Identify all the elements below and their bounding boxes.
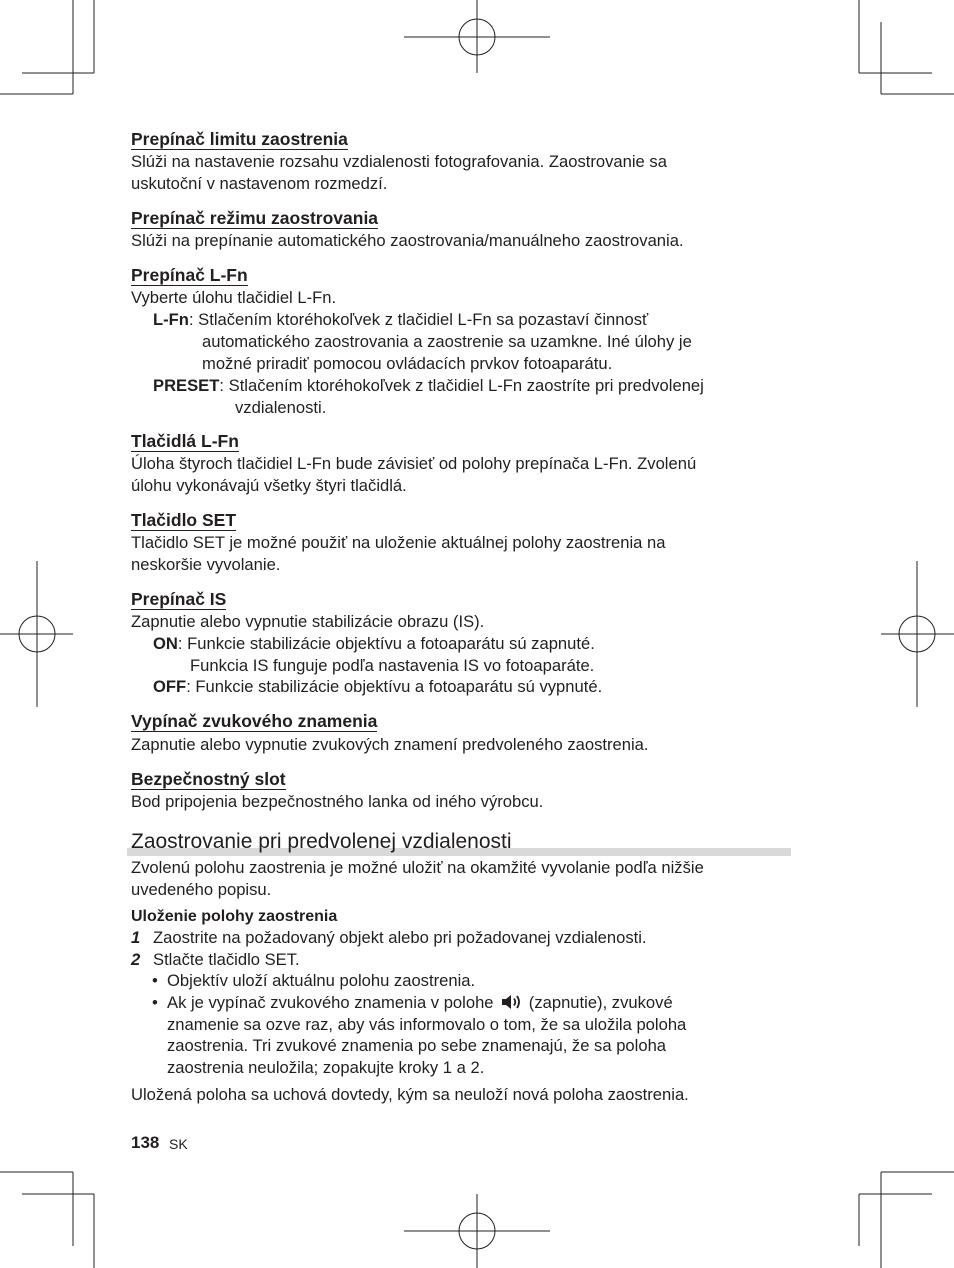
bullet-text: zaostrenia. Tri zvukové znamenia po sebe znamenajú, že sa poloha <box>167 1036 667 1055</box>
paragraph-line: Úloha štyroch tlačidiel L-Fn bude závisieť od polohy prepínača L-Fn. Zvolenú <box>131 454 697 473</box>
definition-text: : Stlačením ktoréhokoľvek z tlačidiel L-Fn sa pozastaví činnosť <box>188 310 649 329</box>
section-title-block <box>127 830 791 856</box>
definition-key: PRESET <box>153 376 220 395</box>
definition-item <box>153 633 595 655</box>
bullet-text: Objektív uloží aktuálnu polohu zaostrenia. <box>167 971 476 990</box>
step-item <box>131 927 140 949</box>
section-title: Zaostrovanie pri predvolenej vzdialenosti <box>131 830 512 853</box>
section-heading: Prepínač režimu zaostrovania <box>131 208 379 228</box>
section-heading: Prepínač L-Fn <box>131 265 248 285</box>
section-heading: Prepínač limitu zaostrenia <box>131 129 348 149</box>
definition-text: : Stlačením ktoréhokoľvek z tlačidiel L-Fn zaostríte pri predvolenej <box>219 376 704 395</box>
paragraph-line: Funkcia IS funguje podľa nastavenia IS vo fotoaparáte. <box>190 656 595 675</box>
paragraph-line: uvedeného popisu. <box>131 880 272 899</box>
paragraph-line: Tlačidlo SET je možné použiť na uloženie aktuálnej polohy zaostrenia na <box>131 533 666 552</box>
bullet-text: zaostrenia neuložila; zopakujte kroky 1 a 2. <box>167 1058 485 1077</box>
paragraph-line: automatického zaostrovania a zaostrenie sa uzamkne. Iné úlohy je <box>202 332 692 351</box>
paragraph-line: Zapnutie alebo vypnutie stabilizácie obrazu (IS). <box>131 612 485 631</box>
step-item <box>131 949 140 971</box>
definition-key: L-Fn <box>153 310 189 329</box>
paragraph-line: Slúži na nastavenie rozsahu vzdialenosti fotografovania. Zaostrovanie sa <box>131 152 667 171</box>
paragraph-line: Vyberte úlohu tlačidiel L-Fn. <box>131 288 337 307</box>
bullet-text: znamenie sa ozve raz, aby vás informovalo o tom, že sa uložila poloha <box>167 1015 687 1034</box>
page-number: 138 <box>131 1133 160 1152</box>
section-heading: Tlačidlo SET <box>131 510 237 530</box>
closing-paragraph: Uložená poloha sa uchová dovtedy, kým sa neuloží nová poloha zaostrenia. <box>131 1085 689 1104</box>
paragraph-line: vzdialenosti. <box>235 398 327 417</box>
step-number: 1 <box>131 928 141 947</box>
step-text: Zaostrite na požadovaný objekt alebo pri požadovanej vzdialenosti. <box>153 928 647 947</box>
language-code: SK <box>169 1136 188 1152</box>
definition-text: : Funkcie stabilizácie objektívu a fotoaparátu sú zapnuté. <box>177 634 595 653</box>
definition-text: : Funkcie stabilizácie objektívu a fotoaparátu sú vypnuté. <box>186 677 603 696</box>
step-text: Stlačte tlačidlo SET. <box>153 950 300 969</box>
paragraph-line: možné priradiť pomocou ovládacích prvkov fotoaparátu. <box>202 354 613 373</box>
bullet-text <box>167 992 673 1014</box>
section-heading: Tlačidlá L-Fn <box>131 431 239 451</box>
paragraph-line: Zvolenú polohu zaostrenia je možné uložiť na okamžité vyvolanie podľa nižšie <box>131 858 704 877</box>
section-heading: Prepínač IS <box>131 589 227 609</box>
paragraph-line: Bod pripojenia bezpečnostného lanka od iného výrobcu. <box>131 792 544 811</box>
definition-key: OFF <box>153 677 187 696</box>
speaker-icon <box>500 993 522 1011</box>
bullet-text-before-icon: Ak je vypínač zvukového znamenia v polohe <box>167 993 494 1012</box>
paragraph-line: uskutoční v nastavenom rozmedzí. <box>131 174 388 193</box>
paragraph-line: neskoršie vyvolanie. <box>131 555 281 574</box>
paragraph-line: Slúži na prepínanie automatického zaostrovania/manuálneho zaostrovania. <box>131 231 684 250</box>
paragraph-line: Zapnutie alebo vypnutie zvukových znamení predvoleného zaostrenia. <box>131 735 649 754</box>
definition-key: ON <box>153 634 178 653</box>
section-heading: Vypínač zvukového znamenia <box>131 711 378 731</box>
bullet-marker: • <box>152 971 158 990</box>
definition-item <box>153 375 704 397</box>
bullet-text-after-icon: (zapnutie), zvukové <box>528 993 673 1012</box>
section-heading: Bezpečnostný slot <box>131 769 286 789</box>
sub-heading: Uloženie polohy zaostrenia <box>131 908 338 925</box>
definition-item <box>153 676 602 698</box>
definition-item <box>153 309 648 331</box>
step-number: 2 <box>131 950 141 969</box>
paragraph-line: úlohu vykonávajú všetky štyri tlačidlá. <box>131 476 407 495</box>
bullet-marker: • <box>152 993 158 1012</box>
